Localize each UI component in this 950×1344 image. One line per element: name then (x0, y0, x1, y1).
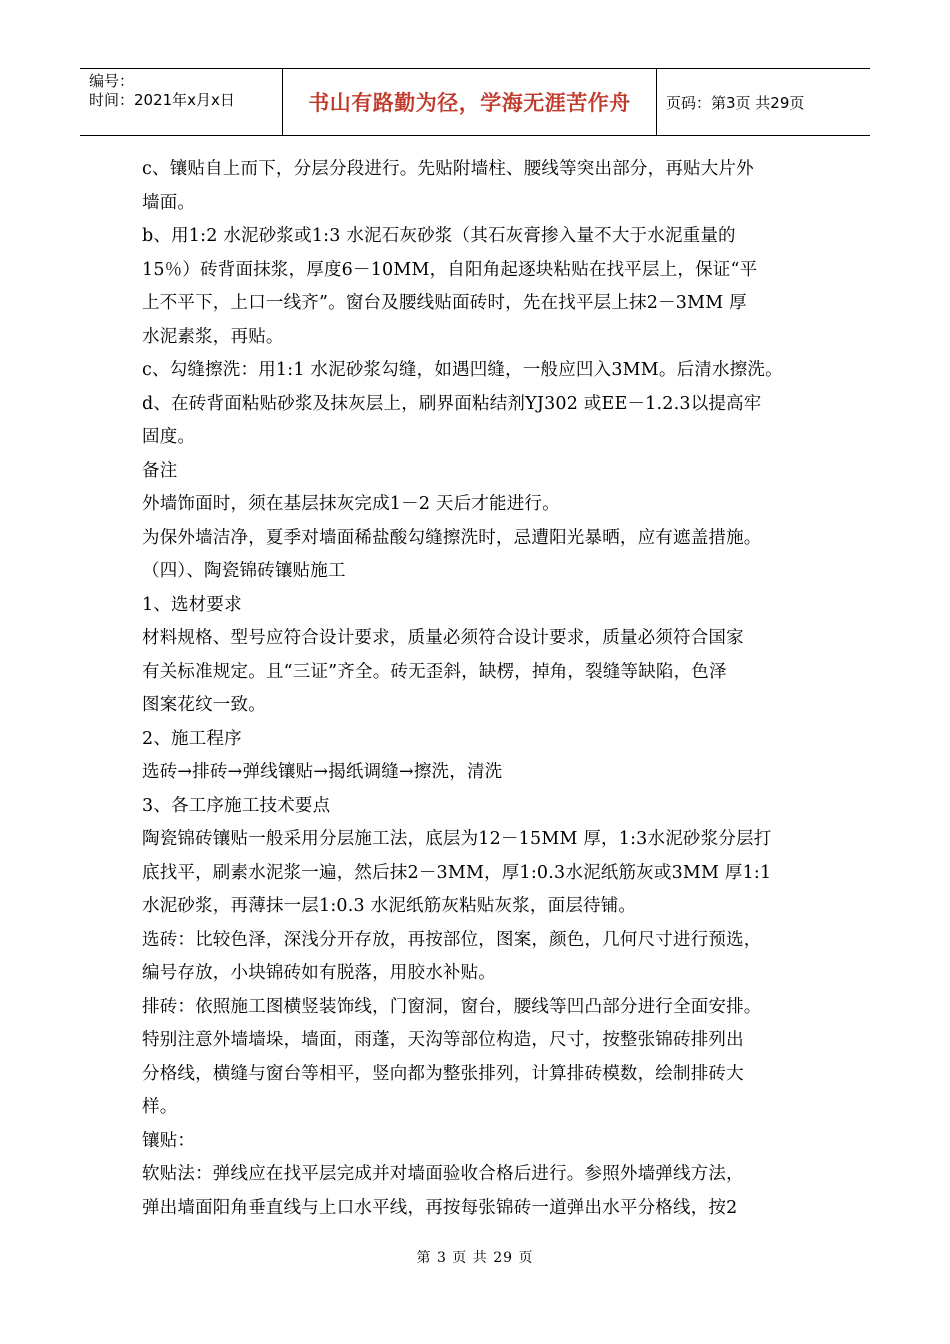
document-body (142, 153, 814, 1225)
body-line: 陶瓷锦砖镶贴一般采用分层施工法，底层为12－15MM 厚，1:3水泥砂浆分层打 (142, 829, 772, 849)
section-heading: 备注 (142, 460, 178, 481)
body-line: 有关标准规定。且“三证”齐全。砖无歪斜，缺楞，掉角，裂缝等缺陷，色泽 (142, 661, 727, 682)
body-line: 选砖→排砖→弹线镶贴→揭纸调缝→擦洗，清洗 (142, 762, 503, 782)
section-heading: （四）、陶瓷锦砖镶贴施工 (142, 561, 346, 581)
body-line: 15％）砖背面抹浆，厚度6－10MM，自阳角起逐块粘贴在找平层上，保证“平 (142, 259, 758, 280)
section-heading: 2、施工程序 (142, 728, 242, 749)
body-line: 软贴法：弹线应在找平层完成并对墙面验收合格后进行。参照外墙弹线方法， (142, 1164, 744, 1184)
body-line: 编号存放，小块锦砖如有脱落，用胶水补贴。 (142, 963, 496, 983)
body-line: 特别注意外墙墙垛，墙面，雨蓬，天沟等部位构造，尺寸，按整张锦砖排列出 (142, 1030, 744, 1050)
section-heading: 镶贴： (142, 1130, 196, 1151)
body-line: 底找平，刷素水泥浆一遍，然后抹2－3MM，厚1:0.3水泥纸筋灰或3MM 厚1:1 (142, 862, 772, 883)
body-line: c、勾缝擦洗：用1:1 水泥砂浆勾缝，如遇凹缝，一般应凹入3MM。后清水擦洗。 (142, 360, 783, 380)
body-line: 选砖：比较色泽，深浅分开存放，再按部位，图案，颜色，几何尺寸进行预选， (142, 929, 762, 950)
body-line: 墙面。 (142, 192, 196, 213)
body-line: 图案花纹一致。 (142, 695, 266, 715)
body-line: 分格线，横缝与窗台等相平，竖向都为整张排列，计算排砖模数，绘制排砖大 (142, 1063, 744, 1084)
body-line: 外墙饰面时，须在基层抹灰完成1－2 天后才能进行。 (142, 494, 560, 514)
body-line: 上不平下，上口一线齐”。窗台及腰线贴面砖时，先在找平层上抹2－3MM 厚 (142, 293, 747, 313)
header-motto: 书山有路勤为径，学海无涯苦作舟 (308, 91, 631, 115)
body-line: 为保外墙洁净，夏季对墙面稀盐酸勾缝擦洗时，忌遭阳光暴晒，应有遮盖措施。 (142, 527, 762, 548)
body-line: 固度。 (142, 427, 196, 447)
body-line: b、用1:2 水泥砂浆或1:3 水泥石灰砂浆（其石灰膏掺入量不大于水泥重量的 (142, 226, 736, 246)
body-line: 水泥素浆，再贴。 (142, 326, 284, 347)
body-line: d、在砖背面粘贴砂浆及抹灰层上，刷界面粘结剂YJ302 或EE－1.2.3以提高牢 (142, 393, 762, 414)
date-label: 时间：2021年x月x日 (89, 91, 235, 109)
body-line: 材料规格、型号应符合设计要求，质量必须符合设计要求，质量必须符合国家 (142, 628, 744, 648)
section-heading: 3、各工序施工技术要点 (142, 795, 331, 816)
header-motto-cell (283, 69, 657, 135)
body-line: 样。 (142, 1097, 178, 1117)
header-page-number: 页码：第3页 共29页 (666, 93, 805, 112)
body-line: 弹出墙面阳角垂直线与上口水平线，再按每张锦砖一道弹出水平分格线，按2 (142, 1197, 738, 1218)
header-info-cell (80, 69, 283, 135)
section-heading: 1、选材要求 (142, 594, 242, 615)
page-header (80, 68, 870, 136)
page-footer: 第 3 页 共 29 页 (416, 1250, 534, 1266)
body-line: 水泥砂浆，再薄抹一层1:0.3 水泥纸筋灰粘贴灰浆，面层待铺。 (142, 896, 637, 916)
body-line: 排砖：依照施工图横竖装饰线，门窗洞，窗台，腰线等凹凸部分进行全面安排。 (142, 996, 762, 1017)
header-page-cell (657, 69, 870, 135)
document-number-label: 编号： (89, 72, 135, 90)
body-line: c、镶贴自上而下，分层分段进行。先贴附墙柱、腰线等突出部分，再贴大片外 (142, 159, 754, 179)
